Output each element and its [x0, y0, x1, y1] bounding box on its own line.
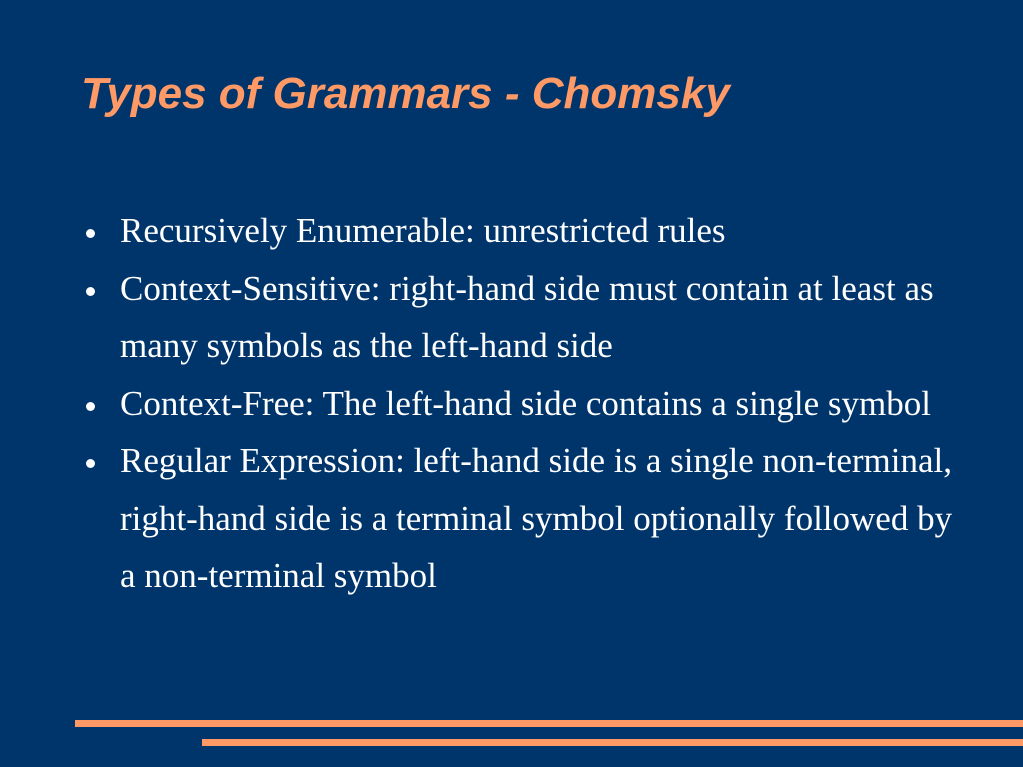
- bullet-text: Regular Expression: left-hand side is a single non-terminal, right-hand side is a terminal symbol optionally followed by a non-terminal symbol: [120, 441, 953, 595]
- bullet-item: [86, 202, 966, 260]
- bullet-text: Context-Free: The left-hand side contains a single symbol: [120, 383, 931, 423]
- decorative-rule-bottom: [202, 739, 1023, 746]
- bullet-item: [86, 375, 966, 433]
- bullet-text: Recursively Enumerable: unrestricted rules: [120, 211, 726, 250]
- decorative-rule-top: [75, 720, 1023, 727]
- bullet-item: [86, 432, 966, 605]
- bullet-dot-icon: [86, 229, 95, 238]
- slide-title: Types of Grammars - Chomsky: [81, 69, 730, 118]
- bullet-dot-icon: [86, 287, 95, 296]
- bullet-dot-icon: [86, 459, 95, 468]
- bullet-dot-icon: [86, 402, 95, 411]
- bullet-item: [86, 260, 966, 375]
- bullet-list: [86, 202, 966, 605]
- bullet-text: Context-Sensitive: right-hand side must contain at least as many symbols as the left-hand side: [120, 268, 934, 365]
